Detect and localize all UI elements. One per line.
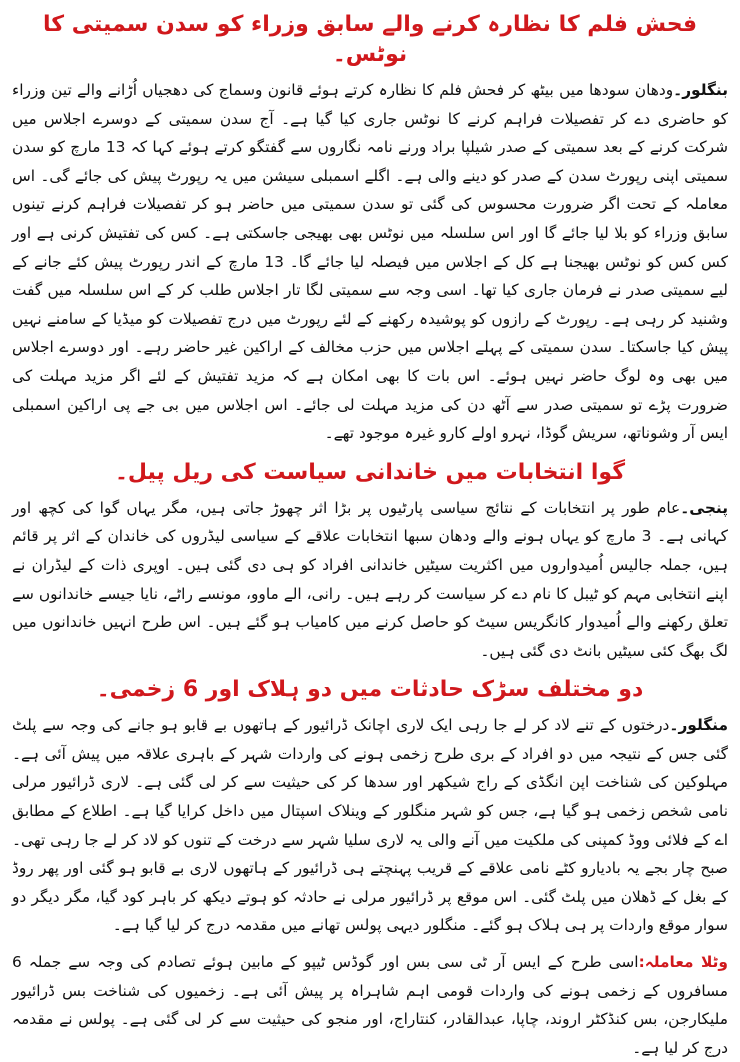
- article-3-dateline: منگلور۔: [669, 716, 728, 735]
- article-2-dateline: پنجی۔: [680, 498, 728, 517]
- article-4-subhead: وٹلا معاملہ:: [638, 953, 728, 972]
- divider: [12, 665, 728, 673]
- article-1-dateline: بنگلور۔: [673, 81, 728, 99]
- article-3-text: درختوں کے تنے لاد کر لے جا رہی ایک لاری اچانک ڈرائیور کے ہاتھوں بے قابو ہو جانے کی وجہ سے پلٹ گئی جس کے نتیجہ میں دو افراد کے بری طرح زخمی ہونے کی واردات شہر کے باہری علاقہ میں پیش آئی ہے۔ مہلوکین کی شناخت اپن انگڈی کے راج شیکھر اور سدھا کر کی حیثیت سے کر لی گئی ہے۔ لاری ڈرائیور مرلی نامی شخص زخمی ہو گیا ہے، جس کو شہر منگلور کے وینلاک اسپتال میں داخل کرایا گیا ہے۔ اطلاع کے مطابق اے کے فلائی ووڈ کمپنی کی ملکیت میں آنے والی یہ لاری سلیا شہر سے درخت کے تنوں کو لاد کر لے جا رہی تھی۔ صبح چار بجے یہ بادیارو کٹے نامی علاقے کے قریب پہنچتے ہی ڈرائیور کے ہاتھوں لاری بے قابو ہو گئی اور پھر روڈ کے بغل کے ڈھلان میں پلٹ گئی۔ اس موقع پر ڈرائیور مرلی نے حادثہ کو ہوتے دیکھ کر باہر کود گیا، مگر دیگر دو سوار موقع واردات پر ہی ہلاک ہو گئے۔ منگلور دیہی پولس تھانے میں مقدمہ درج کر لیا گیا ہے۔: [12, 716, 728, 935]
- article-2-text: عام طور پر انتخابات کے نتائج سیاسی پارٹیوں پر بڑا اثر چھوڑ جاتی ہیں، مگر یہاں گوا کی کچھ اور کہانی ہے۔ 3 مارچ کو یہاں ہونے والے ودھان سبھا انتخابات علاقے کے سیاسی لیڈروں کی خاندان کے اثر پر قائم ہیں، جملہ جالیس اُمیدواروں میں اکثریت سیٹیں خاندانی افراد کو ہی دی گئی ہیں۔ اوپری ذات کے لیڈران نے اپنے انتخابی مہم کو ٹیبل کا نام دے کر سیاست کر رہے ہیں۔ رانی، الے ماوو، مونسے راٹے، نایا جیسے خاندانوں سے تعلق رکھنے والے اُمیدوار کانگریس سیٹ کو حاصل کرنے میں کامیاب ہو گئے ہیں۔ اس طرح انہیں خاندانوں میں لگ بھگ کئی سیٹیں بانٹ دی گئی ہیں۔: [12, 498, 728, 660]
- article-1-body: [12, 76, 728, 448]
- article-2-headline: گوا انتخابات میں خاندانی سیاست کی ریل پیل۔: [115, 459, 625, 485]
- article-2-body: [12, 494, 728, 666]
- article-4-body: [12, 948, 728, 1062]
- article-1-text: ودھان سودھا میں بیٹھ کر فحش فلم کا نظارہ کرتے ہوئے قانون وسماج کی دھجیاں اُڑانے والے تین وزراء کو حاضری دے کر تفصیلات فراہم کرنے کا نوٹس جاری کیا گیا ہے۔ آج سدن سمیتی کے دوسرے اجلاس میں شرکت کرنے کے بعد سمیتی کے صدر شیلپا براد ورنے نامہ نگاروں سے گفتگو کرتے ہوئے کہا کہ 13 مارچ کو سدن سمیتی اپنی رپورٹ سدن کے صدر کو دینے والی ہے۔ اگلے اسمبلی سیشن میں یہ رپورٹ پیش کی جائے گی۔ اس معاملہ کے تحت اگر ضرورت محسوس کی گئی تو سدن سمیتی میں حاضر ہو کر تفصیلات فراہم کرنے تینوں سابق وزراء کو بلا لیا جائے گا اور اس سلسلہ میں نوٹس بھی بھیجی جاسکتی ہے۔ کس کی تفتیش کرنی ہے اور کس کس کو نوٹس بھیجنا ہے کل کے اجلاس میں فیصلہ لیا جائے گا۔ 13 مارچ کے اندر رپورٹ پیش کئے جانے کے لیے سمیتی صدر نے فرمان جاری کیا تھا۔ اسی وجہ سے سمیتی لگا تار اجلاس طلب کر کے اس سلسلہ میں گفت وشنید کر رہی ہے۔ رپورٹ کے رازوں کو پوشیدہ رکھنے کے لئے رپورٹ میں درج تفصیلات کو میڈیا کے سامنے نہیں پیش کیا جاسکتا۔ سدن سمیتی کے پہلے اجلاس میں حزب مخالف کے اراکین غیر حاضر رہے۔ اور دوسرے اجلاس میں بھی وہ لوگ حاضر نہیں ہوئے۔ اس بات کا بھی امکان ہے کہ مزید تفتیش کے لئے اگر مزید مہلت کی ضرورت پڑے تو سمیتی صدر سے آٹھ دن کی مزید مہلت لی جائے۔ اس اجلاس میں بی جے پی اراکین اسمبلی ایس آر وشوناتھ، سریش گوڈا، نہرو اولے کارو غیرہ موجود تھے۔: [12, 81, 728, 443]
- article-1-headline: فحش فلم کا نظارہ کرنے والے سابق وزراء کو سدن سمیتی کا نوٹس۔: [43, 12, 697, 67]
- divider: [12, 448, 728, 456]
- divider: [12, 940, 728, 948]
- article-4-text: اسی طرح کے ایس آر ٹی سی بس اور گوڈس ٹیپو کے مابین ہوئے تصادم کی وجہ سے جملہ 6 مسافروں کے زخمی ہونے کی واردات قومی اہم شاہراہ پر پیش آئی ہے۔ زخمیوں کی شناخت بس ڈرائیور ملیکارجن، بس کنڈکٹر اروند، چاپا، عبدالقادر، کنتاراج، اور منجو کی حیثیت سے کر لی گئی ہے۔ پولس نے مقدمہ درج کر لیا ہے۔: [12, 953, 728, 1057]
- article-3-body: [12, 711, 728, 940]
- article-3-headline: دو مختلف سڑک حادثات میں دو ہلاک اور 6 زخمی۔: [96, 677, 644, 703]
